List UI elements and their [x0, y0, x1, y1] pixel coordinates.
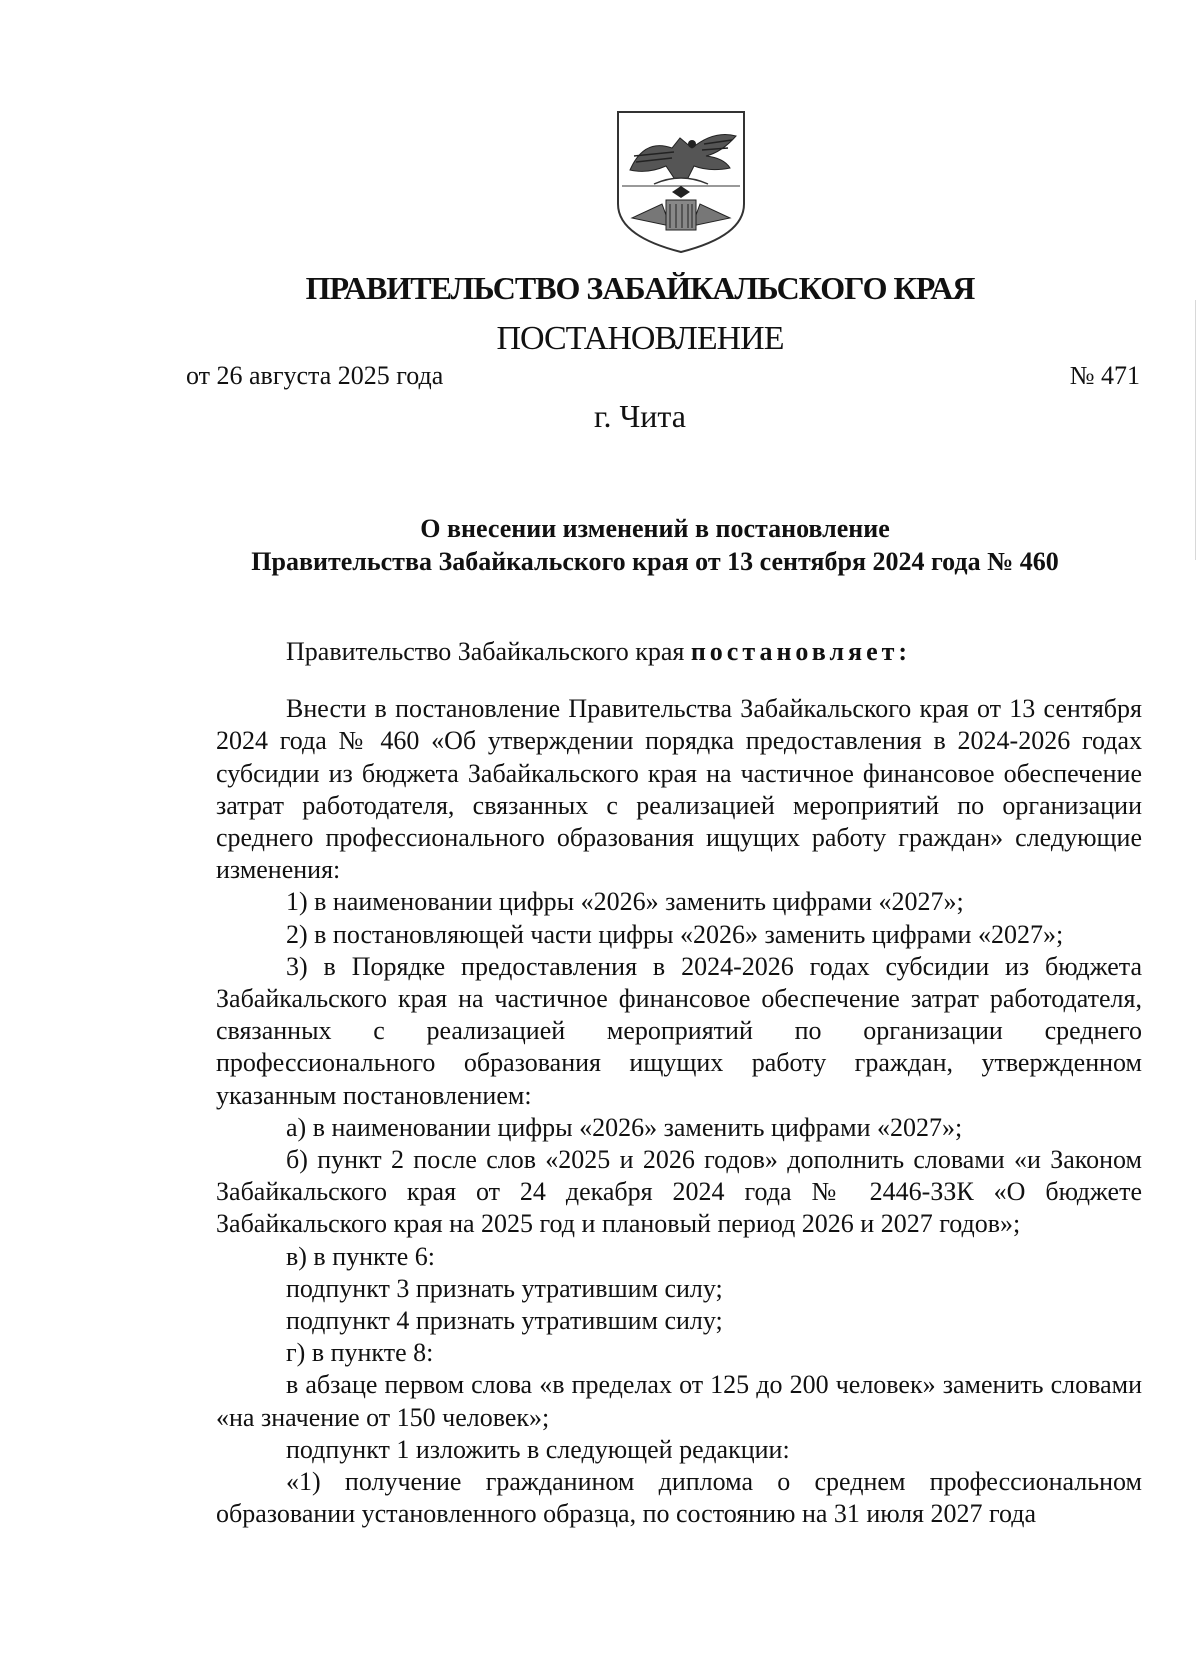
subject-line-1: О внесении изменений в постановление: [420, 514, 890, 543]
paragraph: г) в пункте 8:: [286, 1338, 434, 1368]
document-city: г. Чита: [593, 398, 686, 434]
paragraph: Внести в постановление Правительства Забайкальского края от 13 сентября 2024 года № 460 «Об утверждении порядка предоставления в 2024-2026 годах субсидии из бюджета Забайкальского края на частичное финансовое обеспечение затрат работодателя, связанных с реализацией мероприятий по организации среднего профессионального образования ищущих работу граждан» следующие изменения:: [216, 694, 1142, 885]
document-body: [216, 636, 1142, 1530]
paragraph: 1) в наименовании цифры «2026» заменить цифрами «2027»;: [286, 887, 964, 917]
preamble-verb: постановляет:: [690, 637, 912, 666]
preamble: [216, 636, 1142, 668]
preamble-text: Правительство Забайкальского края: [286, 637, 691, 666]
subject-line-2: Правительства Забайкальского края от 13 сентября 2024 года № 460: [251, 547, 1059, 576]
document-date: от 26 августа 2025 года: [186, 361, 444, 390]
paragraph: подпункт 3 признать утратившим силу;: [286, 1273, 723, 1303]
paragraph: 2) в постановляющей части цифры «2026» заменить цифрами «2027»;: [286, 919, 1064, 949]
paragraph: 3) в Порядке предоставления в 2024-2026 годах субсидии из бюджета Забайкальского края на частичное финансовое обеспечение затрат работодателя, связанных с реализацией мероприятий по организации среднего профессионального образования ищущих работу граждан, утвержденном указанным постановлением:: [216, 951, 1142, 1110]
document-subject: [150, 512, 1160, 578]
paragraph: в) в пункте 6:: [286, 1241, 435, 1271]
paragraph: подпункт 4 признать утратившим силу;: [286, 1306, 723, 1336]
paragraph: б) пункт 2 после слов «2025 и 2026 годов» дополнить словами «и Законом Забайкальского края от 24 декабря 2024 года № 2446-ЗЗК «О бюджете Забайкальского края на 2025 год и плановый период 2026 и 2027 годов»;: [216, 1145, 1142, 1239]
paragraph: в абзаце первом слова «в пределах от 125 до 200 человек» заменить словами «на значение от 150 человек»;: [216, 1370, 1142, 1432]
paragraph: а) в наименовании цифры «2026» заменить цифрами «2027»;: [286, 1112, 963, 1142]
government-title: ПРАВИТЕЛЬСТВО ЗАБАЙКАЛЬСКОГО КРАЯ: [305, 270, 975, 306]
paragraph: подпункт 1 изложить в следующей редакции:: [286, 1434, 790, 1464]
document-number: № 471: [1069, 361, 1140, 390]
paragraph: «1) получение гражданином диплома о среднем профессиональном образовании установленного образца, по состоянию на 31 июля 2027 года: [216, 1467, 1142, 1529]
document-type: ПОСТАНОВЛЕНИЕ: [496, 320, 784, 357]
coat-of-arms-icon: [614, 108, 748, 256]
